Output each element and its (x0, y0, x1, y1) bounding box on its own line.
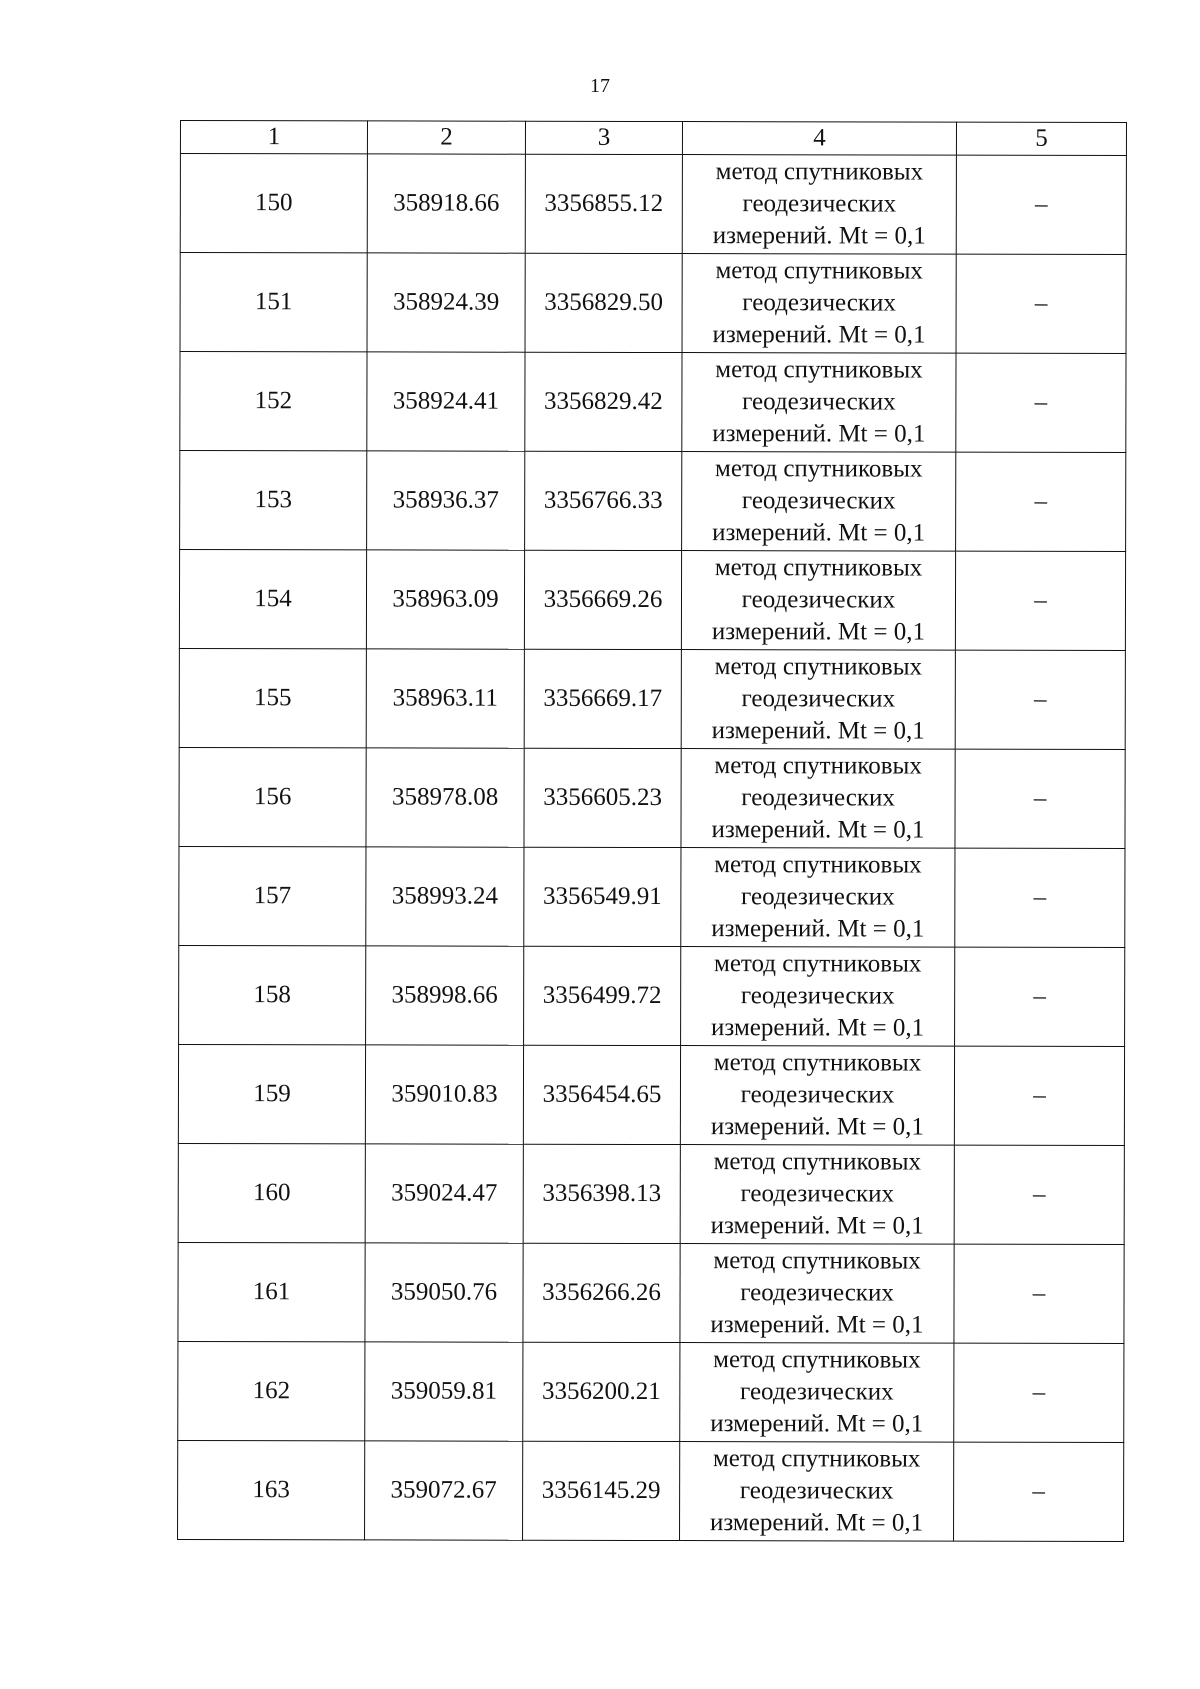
method-line-1: метод спутниковых (714, 752, 922, 780)
method-line-3: измерений. Mt = 0,1 (711, 1014, 925, 1042)
method-cell (682, 353, 956, 453)
method-line-3: измерений. Mt = 0,1 (709, 1509, 924, 1537)
column-header-3: 3 (525, 121, 682, 154)
dash-mark: – (1034, 289, 1048, 317)
point-number-cell: 156 (179, 747, 366, 846)
note-cell (954, 1244, 1124, 1343)
y-coordinate-cell: 3356454.65 (523, 1045, 680, 1144)
x-coordinate-cell: 358963.11 (366, 649, 524, 748)
y-coordinate-cell: 3356266.26 (523, 1243, 680, 1342)
method-line-3: измерений. Mt = 0,1 (711, 816, 925, 844)
method-cell (681, 749, 955, 849)
method-line-2: геодезических (740, 1081, 895, 1109)
method-line-2: геодезических (741, 487, 896, 515)
method-line-1: метод спутниковых (712, 1445, 921, 1473)
point-number-cell: 162 (178, 1341, 365, 1440)
point-number-cell: 151 (180, 253, 367, 352)
column-header-5: 5 (956, 122, 1126, 155)
table-row (178, 1044, 1124, 1145)
dash-mark: – (1032, 1279, 1046, 1307)
method-line-3: измерений. Mt = 0,1 (711, 717, 925, 745)
x-coordinate-cell: 359010.83 (365, 1045, 523, 1144)
method-line-1: метод спутниковых (714, 950, 922, 978)
table-row (178, 1341, 1124, 1442)
method-line-1: метод спутниковых (713, 1049, 922, 1077)
point-number-cell: 160 (178, 1143, 365, 1242)
y-coordinate-cell: 3356829.42 (525, 352, 682, 451)
table-row (179, 648, 1125, 749)
note-cell (955, 947, 1125, 1046)
point-number-cell: 154 (179, 550, 366, 649)
method-line-3: измерений. Mt = 0,1 (712, 321, 926, 349)
method-line-1: метод спутниковых (714, 554, 923, 582)
dash-mark: – (1034, 487, 1047, 515)
method-line-2: геодезических (742, 388, 896, 416)
method-line-2: геодезических (741, 784, 895, 812)
table-body (178, 154, 1127, 1542)
y-coordinate-cell: 3356669.26 (524, 550, 681, 649)
note-cell (955, 650, 1125, 749)
x-coordinate-cell: 359059.81 (365, 1342, 523, 1441)
table-row (180, 451, 1126, 552)
method-cell (680, 1442, 954, 1542)
method-cell (680, 1343, 954, 1443)
method-line-2: геодезических (742, 289, 896, 317)
x-coordinate-cell: 359072.67 (365, 1441, 523, 1540)
dash-mark: – (1032, 1477, 1045, 1505)
note-cell (956, 254, 1126, 353)
method-line-3: измерений. Mt = 0,1 (710, 1113, 924, 1141)
table-row (179, 550, 1125, 651)
dash-mark: – (1034, 586, 1047, 614)
point-number-cell: 158 (179, 945, 366, 1044)
method-line-2: геодезических (741, 883, 895, 911)
method-line-1: метод спутниковых (713, 1346, 921, 1374)
method-line-2: геодезических (740, 1279, 894, 1307)
table-header (180, 121, 1126, 156)
dash-mark: – (1034, 685, 1047, 713)
method-line-3: измерений. Mt = 0,1 (710, 1212, 924, 1240)
x-coordinate-cell: 358918.66 (367, 154, 525, 253)
method-line-3: измерений. Mt = 0,1 (711, 618, 925, 646)
method-line-1: метод спутниковых (714, 851, 922, 879)
column-header-2: 2 (367, 121, 525, 154)
table-row (178, 1143, 1124, 1244)
x-coordinate-cell: 358936.37 (367, 451, 525, 550)
method-line-3: измерений. Mt = 0,1 (710, 1311, 924, 1339)
method-cell (682, 254, 956, 354)
method-line-2: геодезических (740, 1180, 895, 1208)
x-coordinate-cell: 358924.41 (367, 352, 525, 451)
table-row (179, 747, 1125, 848)
point-number-cell: 157 (179, 846, 366, 945)
method-cell (681, 650, 955, 750)
dash-mark: – (1033, 982, 1046, 1010)
x-coordinate-cell: 358978.08 (366, 748, 524, 847)
method-line-3: измерений. Mt = 0,1 (712, 222, 926, 250)
method-cell (680, 1145, 954, 1245)
y-coordinate-cell: 3356669.17 (524, 649, 681, 748)
method-cell (682, 452, 956, 552)
method-line-1: метод спутниковых (715, 257, 923, 285)
method-cell (681, 551, 955, 651)
method-line-2: геодезических (741, 586, 896, 614)
note-cell (956, 155, 1126, 254)
method-line-3: измерений. Mt = 0,1 (712, 519, 926, 547)
table-row (178, 1440, 1124, 1541)
dash-mark: – (1033, 1081, 1046, 1109)
table-row (178, 1242, 1124, 1343)
point-number-cell: 163 (178, 1440, 365, 1539)
dash-mark: – (1034, 388, 1048, 416)
method-line-2: геодезических (739, 1477, 894, 1505)
method-line-2: геодезических (740, 982, 895, 1010)
point-number-cell: 155 (179, 648, 366, 747)
note-cell (954, 1145, 1124, 1244)
header-row (180, 121, 1126, 156)
method-line-1: метод спутниковых (713, 1247, 921, 1275)
method-line-1: метод спутниковых (715, 455, 923, 483)
dash-mark: – (1035, 190, 1048, 218)
table-row (179, 846, 1125, 947)
dash-mark: – (1033, 784, 1047, 812)
point-number-cell: 153 (180, 451, 367, 550)
y-coordinate-cell: 3356145.29 (523, 1441, 680, 1540)
method-line-3: измерений. Mt = 0,1 (712, 420, 926, 448)
point-number-cell: 159 (178, 1044, 365, 1143)
table-row (180, 253, 1126, 354)
method-line-2: геодезических (742, 190, 897, 218)
page-number: 17 (590, 75, 610, 97)
method-line-1: метод спутниковых (715, 158, 924, 186)
y-coordinate-cell: 3356200.21 (523, 1342, 680, 1441)
coordinates-table-container (177, 120, 1127, 1542)
y-coordinate-cell: 3356499.72 (524, 946, 681, 1045)
x-coordinate-cell: 358963.09 (366, 550, 524, 649)
coordinates-table (177, 120, 1127, 1542)
y-coordinate-cell: 3356766.33 (525, 451, 682, 550)
method-line-2: геодезических (740, 1378, 894, 1406)
y-coordinate-cell: 3356855.12 (525, 154, 682, 253)
method-line-1: метод спутниковых (714, 653, 923, 681)
note-cell (955, 749, 1125, 848)
note-cell (956, 452, 1126, 551)
table-row (180, 352, 1126, 453)
method-cell (682, 155, 956, 255)
method-line-1: метод спутниковых (715, 356, 923, 384)
point-number-cell: 152 (180, 352, 367, 451)
note-cell (955, 551, 1125, 650)
note-cell (954, 1442, 1124, 1541)
method-line-2: геодезических (741, 685, 896, 713)
y-coordinate-cell: 3356398.13 (523, 1144, 680, 1243)
x-coordinate-cell: 358998.66 (366, 946, 524, 1045)
table-row (179, 945, 1125, 1046)
method-line-3: измерений. Mt = 0,1 (710, 1410, 924, 1438)
dash-mark: – (1032, 1378, 1046, 1406)
column-header-1: 1 (180, 121, 367, 154)
note-cell (955, 848, 1125, 947)
method-cell (681, 848, 955, 948)
y-coordinate-cell: 3356605.23 (524, 748, 681, 847)
x-coordinate-cell: 358924.39 (367, 253, 525, 352)
dash-mark: – (1032, 1180, 1046, 1208)
y-coordinate-cell: 3356549.91 (524, 847, 681, 946)
method-cell (680, 1244, 954, 1344)
y-coordinate-cell: 3356829.50 (525, 253, 682, 352)
dash-mark: – (1033, 883, 1047, 911)
method-cell (680, 1046, 954, 1146)
method-cell (681, 947, 955, 1047)
x-coordinate-cell: 359024.47 (365, 1144, 523, 1243)
point-number-cell: 150 (180, 154, 367, 253)
method-line-1: метод спутниковых (713, 1148, 922, 1176)
table-row (180, 154, 1126, 255)
point-number-cell: 161 (178, 1242, 365, 1341)
x-coordinate-cell: 358993.24 (366, 847, 524, 946)
method-line-3: измерений. Mt = 0,1 (711, 915, 925, 943)
note-cell (954, 1343, 1124, 1442)
column-header-4: 4 (682, 122, 956, 156)
note-cell (954, 1046, 1124, 1145)
note-cell (956, 353, 1126, 452)
x-coordinate-cell: 359050.76 (365, 1243, 523, 1342)
